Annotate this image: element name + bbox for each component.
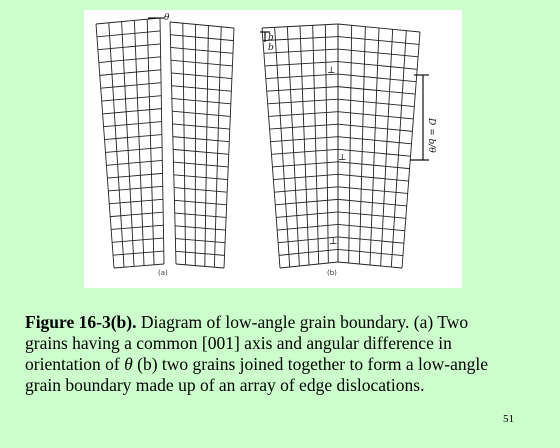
grain-right-row-line (175, 213, 226, 217)
panel-b-label: (b) (327, 269, 337, 277)
grain-right-row-line (174, 200, 226, 205)
grain-left-row-line (97, 31, 160, 37)
grain-left-row-line (108, 186, 162, 191)
edge-dislocation-1: ⊥ (327, 66, 336, 76)
joined-grain-right-column-line (391, 31, 406, 267)
grain-left-row-line (96, 18, 160, 24)
grain-left-column-line (147, 19, 154, 265)
joined-grain-right-column-line (370, 28, 379, 265)
grain-left-column-line (122, 22, 134, 267)
grain-right-row-line (174, 188, 227, 193)
grain-right-row-line (171, 60, 232, 66)
caption-text-part2: (b) two grains joined together to form a low-angle grain boundary made up of an array of edge dislocations. (25, 354, 488, 395)
caption-text-part1: Diagram of low-angle grain boundary. (a) Two grains having a common [001] axis and angular difference in orientation of (25, 312, 469, 374)
grain-right-row-line (172, 98, 231, 103)
grain-right-row-line (173, 162, 228, 167)
grain-left-row-line (110, 212, 163, 216)
caption-figure-label: Figure 16-3(b). (25, 312, 137, 332)
joined-grain-left-column-line (287, 27, 299, 266)
grain-right-row-line (170, 35, 233, 41)
joined-grain-left-column-line (300, 26, 309, 265)
panel-a-label: (a) (158, 269, 168, 277)
figure-caption (25, 312, 495, 396)
grain-left-row-line (103, 109, 162, 114)
grain-left-row-line (99, 57, 161, 63)
grain-left-row-line (106, 160, 162, 165)
grain-boundary-diagram (84, 10, 462, 288)
grain-left-row-line (105, 147, 162, 152)
grain-boundary-figure (84, 10, 462, 288)
grain-right-column-line (205, 26, 209, 267)
grain-right-row-line (172, 86, 232, 91)
joined-grain-right-column-line (349, 25, 352, 263)
grain-left-row-line (104, 122, 162, 127)
panel-b-joined-grains (262, 24, 420, 268)
grain-left-row-line (113, 251, 164, 255)
grain-left-row-line (114, 264, 164, 268)
grain-right-row-line (171, 73, 232, 79)
grain-right-row-line (175, 239, 225, 243)
grain-right-row-line (176, 264, 224, 268)
grain-left-column-line (134, 20, 144, 265)
grain-right-row-line (175, 226, 226, 230)
edge-dislocation-2: ⊥ (338, 153, 347, 163)
grain-left-column-line (160, 18, 164, 264)
grain-left-row-line (112, 238, 163, 242)
grain-right-row-line (171, 47, 233, 53)
joined-grain-right-column-line (402, 32, 420, 268)
grain-right-column-line (214, 27, 221, 267)
grain-left-row-line (111, 225, 163, 229)
page-number: 51 (503, 413, 514, 425)
spacing-formula-label: D = b/θ (426, 118, 436, 153)
grain-left-row-line (98, 44, 161, 50)
grain-right-row-line (173, 149, 229, 154)
grain-left-row-line (105, 135, 162, 140)
b-label-2: b (268, 43, 274, 53)
joined-grain-right-column-line (359, 27, 365, 264)
grain-left-row-line (107, 173, 162, 178)
theta-label-a: θ (164, 13, 170, 23)
grain-right-row-line (173, 124, 230, 129)
panel-a-grains (96, 18, 234, 268)
grain-left-row-line (100, 70, 161, 76)
b-label-1: b (268, 33, 274, 43)
joined-grain-left-column-line (325, 25, 328, 263)
grain-left-row-line (109, 199, 163, 204)
grain-right-row-line (174, 175, 228, 180)
joined-grain-left-column-line (313, 25, 319, 264)
grain-right-column-line (183, 23, 186, 265)
edge-dislocation-3: ⊥ (329, 237, 338, 247)
grain-right-row-line (173, 137, 229, 142)
grain-right-row-line (170, 22, 234, 28)
joined-grain-right-column-line (381, 29, 393, 266)
grain-right-row-line (176, 251, 225, 255)
grain-right-column-line (170, 22, 176, 264)
grain-left-row-line (101, 83, 161, 88)
caption-theta-symbol: θ (124, 354, 133, 374)
grain-right-column-line (224, 28, 234, 268)
grain-left-row-line (102, 96, 162, 101)
grain-right-row-line (172, 111, 230, 116)
